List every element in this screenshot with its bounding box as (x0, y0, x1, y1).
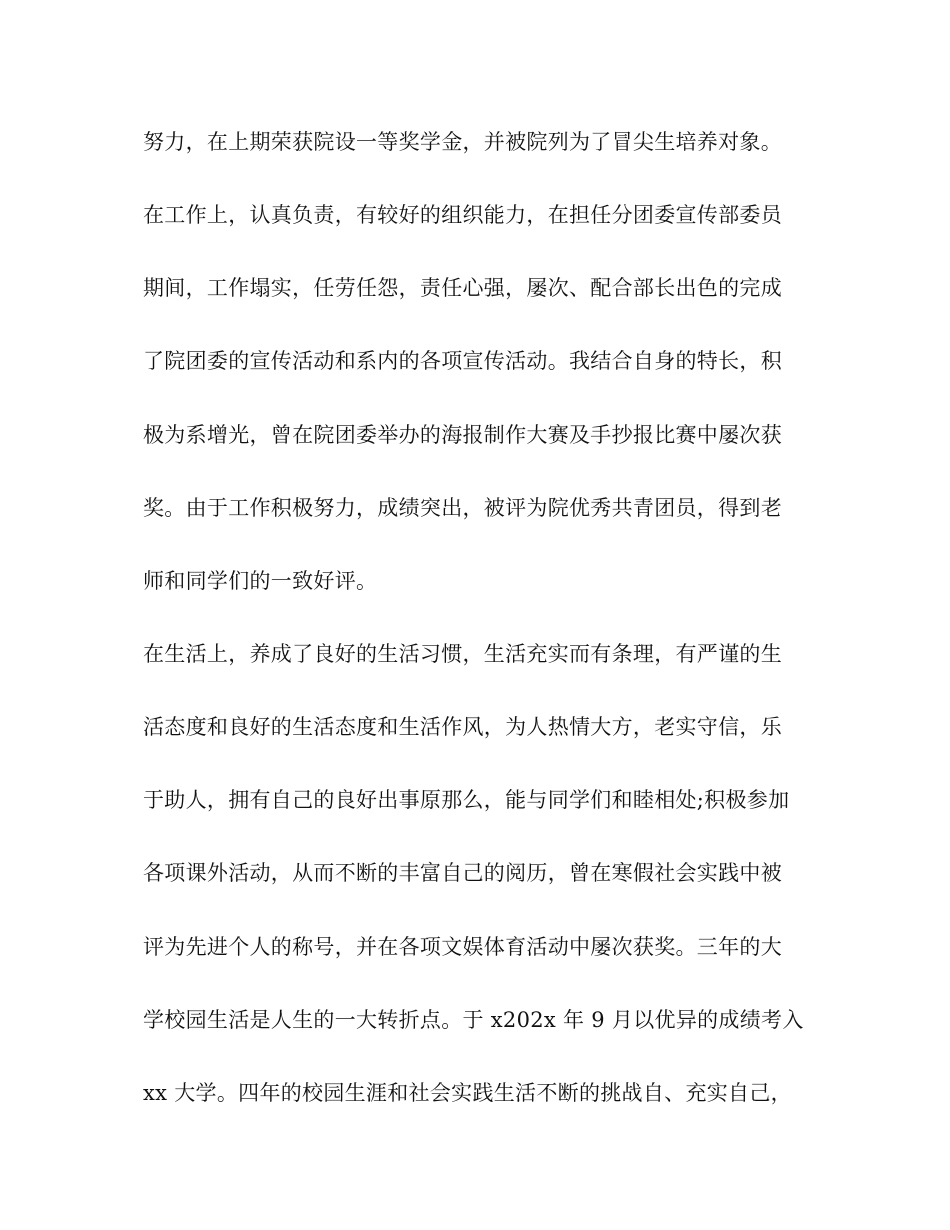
text-line: 奖。由于工作积极努力，成绩突出，被评为院优秀共青团员，得到老 (143, 495, 782, 520)
text-line: 在工作上，认真负责，有较好的组织能力，在担任分团委宣传部委员 (143, 203, 782, 228)
text-line: 在生活上，养成了良好的生活习惯，生活充实而有条理，有严谨的生 (143, 641, 782, 666)
text-line: 极为系增光，曾在院团委举办的海报制作大赛及手抄报比赛中屡次获 (143, 422, 782, 447)
text-line: 于助人，拥有自己的良好出事原那么，能与同学们和睦相处;积极参加 (143, 788, 790, 813)
text-line: 师和同学们的一致好评。 (143, 568, 378, 593)
text-line: 了院团委的宣传活动和系内的各项宣传活动。我结合自身的特长，积 (143, 349, 782, 374)
text-line: 努力，在上期荣获院设一等奖学金，并被院列为了冒尖生培养对象。 (143, 130, 782, 154)
text-line: 活态度和良好的生活态度和生活作风，为人热情大方，老实守信，乐 (143, 715, 782, 740)
text-line: 学校园生活是人生的一大转折点。于 x202x 年 9 月以优异的成绩考入 (143, 1007, 804, 1032)
text-line: xx 大学。四年的校园生涯和社会实践生活不断的挑战自、充实自己， (143, 1080, 792, 1105)
text-line: 各项课外活动，从而不断的丰富自己的阅历，曾在寒假社会实践中被 (143, 861, 782, 886)
text-line: 评为先进个人的称号，并在各项文娱体育活动中屡次获奖。三年的大 (143, 934, 782, 959)
text-line: 期间，工作塌实，任劳任怨，责任心强，屡次、配合部长出色的完成 (143, 276, 782, 301)
document-body (143, 124, 833, 1148)
